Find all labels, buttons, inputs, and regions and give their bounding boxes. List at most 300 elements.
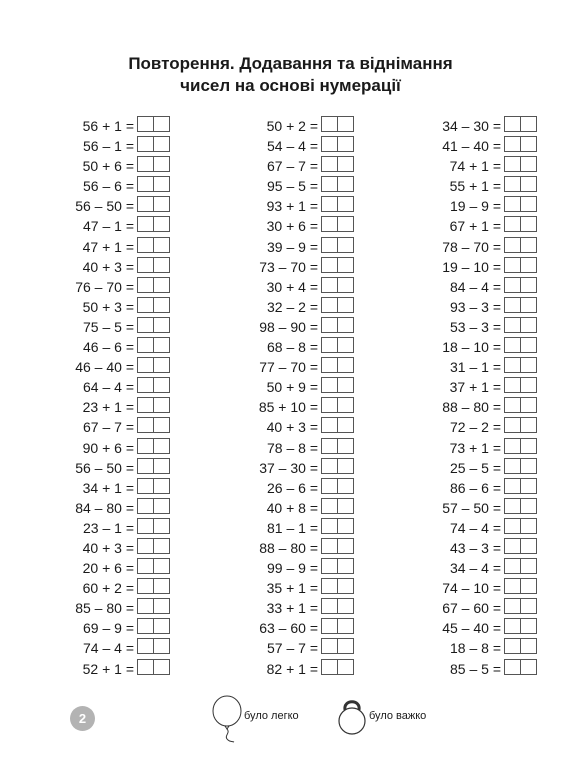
answer-box[interactable]	[137, 578, 170, 594]
answer-cell-tens[interactable]	[138, 217, 153, 231]
answer-cell-tens[interactable]	[505, 418, 520, 432]
answer-box[interactable]	[504, 417, 537, 433]
answer-box[interactable]	[504, 478, 537, 494]
answer-box[interactable]	[137, 659, 170, 675]
answer-cell-tens[interactable]	[505, 559, 520, 573]
answer-cell-tens[interactable]	[138, 519, 153, 533]
answer-cell-ones[interactable]	[520, 599, 536, 613]
answer-box[interactable]	[321, 357, 354, 373]
answer-cell-ones[interactable]	[337, 639, 353, 653]
balloon-icon	[210, 694, 244, 744]
answer-cell-ones[interactable]	[520, 177, 536, 191]
exercise-expression: 77 – 70 =	[259, 359, 318, 376]
answer-box[interactable]	[137, 156, 170, 172]
answer-cell-tens[interactable]	[138, 459, 153, 473]
answer-cell-ones[interactable]	[337, 358, 353, 372]
answer-cell-ones[interactable]	[153, 418, 169, 432]
answer-cell-ones[interactable]	[337, 459, 353, 473]
answer-cell-tens[interactable]	[322, 197, 337, 211]
answer-cell-ones[interactable]	[153, 157, 169, 171]
answer-box[interactable]	[504, 176, 537, 192]
answer-cell-tens[interactable]	[505, 579, 520, 593]
answer-box[interactable]	[504, 598, 537, 614]
exercise-expression: 56 – 50 =	[75, 459, 134, 476]
exercise-expression: 50 + 9 =	[266, 379, 318, 396]
answer-cell-ones[interactable]	[520, 258, 536, 272]
answer-cell-tens[interactable]	[322, 559, 337, 573]
answer-cell-tens[interactable]	[322, 639, 337, 653]
answer-cell-ones[interactable]	[153, 338, 169, 352]
answer-box[interactable]	[137, 498, 170, 514]
answer-box[interactable]	[321, 297, 354, 313]
answer-cell-ones[interactable]	[153, 298, 169, 312]
exercise-expression: 88 – 80 =	[259, 539, 318, 556]
answer-cell-ones[interactable]	[520, 318, 536, 332]
answer-cell-ones[interactable]	[520, 157, 536, 171]
exercise-expression: 88 – 80 =	[442, 399, 501, 416]
answer-box[interactable]	[321, 156, 354, 172]
exercise-expression: 46 – 6 =	[83, 339, 134, 356]
answer-cell-tens[interactable]	[505, 177, 520, 191]
answer-box[interactable]	[504, 156, 537, 172]
answer-cell-ones[interactable]	[337, 278, 353, 292]
answer-cell-ones[interactable]	[153, 439, 169, 453]
exercise-expression: 67 – 7 =	[83, 419, 134, 436]
answer-box[interactable]	[321, 518, 354, 534]
answer-cell-ones[interactable]	[153, 398, 169, 412]
answer-box[interactable]	[137, 478, 170, 494]
answer-cell-tens[interactable]	[322, 619, 337, 633]
answer-cell-tens[interactable]	[322, 599, 337, 613]
answer-cell-ones[interactable]	[337, 398, 353, 412]
answer-box[interactable]	[504, 317, 537, 333]
exercise-expression: 40 + 3 =	[82, 539, 134, 556]
answer-cell-ones[interactable]	[153, 499, 169, 513]
answer-box[interactable]	[321, 417, 354, 433]
answer-cell-tens[interactable]	[322, 137, 337, 151]
exercise-expression: 78 – 70 =	[442, 238, 501, 255]
answer-cell-tens[interactable]	[138, 338, 153, 352]
answer-cell-ones[interactable]	[520, 378, 536, 392]
answer-box[interactable]	[137, 277, 170, 293]
answer-cell-tens[interactable]	[505, 398, 520, 412]
answer-cell-ones[interactable]	[520, 499, 536, 513]
answer-cell-ones[interactable]	[337, 197, 353, 211]
answer-cell-ones[interactable]	[337, 157, 353, 171]
answer-box[interactable]	[504, 458, 537, 474]
answer-cell-tens[interactable]	[505, 519, 520, 533]
answer-cell-tens[interactable]	[138, 439, 153, 453]
exercise-expression: 84 – 4 =	[450, 278, 501, 295]
answer-cell-ones[interactable]	[337, 418, 353, 432]
answer-cell-ones[interactable]	[153, 660, 169, 674]
answer-box[interactable]	[137, 458, 170, 474]
exercise-expression: 67 – 60 =	[442, 600, 501, 617]
answer-cell-tens[interactable]	[138, 418, 153, 432]
answer-box[interactable]	[321, 618, 354, 634]
answer-cell-tens[interactable]	[322, 318, 337, 332]
answer-box[interactable]	[504, 397, 537, 413]
answer-cell-ones[interactable]	[153, 217, 169, 231]
answer-cell-tens[interactable]	[138, 660, 153, 674]
answer-box[interactable]	[137, 438, 170, 454]
answer-cell-ones[interactable]	[153, 117, 169, 131]
answer-box[interactable]	[137, 618, 170, 634]
answer-cell-tens[interactable]	[505, 358, 520, 372]
answer-box[interactable]	[137, 337, 170, 353]
answer-cell-tens[interactable]	[505, 499, 520, 513]
answer-box[interactable]	[321, 659, 354, 675]
answer-cell-ones[interactable]	[520, 459, 536, 473]
answer-cell-tens[interactable]	[505, 137, 520, 151]
answer-cell-ones[interactable]	[337, 479, 353, 493]
answer-box[interactable]	[137, 377, 170, 393]
exercise-expression: 19 – 9 =	[450, 198, 501, 215]
answer-cell-tens[interactable]	[138, 499, 153, 513]
answer-box[interactable]	[504, 337, 537, 353]
answer-cell-ones[interactable]	[153, 599, 169, 613]
answer-box[interactable]	[504, 196, 537, 212]
answer-cell-ones[interactable]	[520, 418, 536, 432]
answer-box[interactable]	[504, 578, 537, 594]
answer-cell-tens[interactable]	[505, 539, 520, 553]
answer-cell-ones[interactable]	[337, 599, 353, 613]
answer-cell-tens[interactable]	[138, 318, 153, 332]
answer-box[interactable]	[504, 538, 537, 554]
answer-cell-ones[interactable]	[337, 117, 353, 131]
exercise-expression: 18 – 10 =	[442, 339, 501, 356]
kettlebell-icon	[335, 696, 369, 738]
answer-box[interactable]	[504, 116, 537, 132]
answer-cell-tens[interactable]	[322, 418, 337, 432]
legend-easy-label: було легко	[244, 710, 299, 722]
answer-cell-tens[interactable]	[322, 479, 337, 493]
answer-cell-ones[interactable]	[153, 378, 169, 392]
answer-box[interactable]	[321, 317, 354, 333]
exercise-expression: 90 + 6 =	[82, 439, 134, 456]
answer-box[interactable]	[321, 377, 354, 393]
answer-cell-ones[interactable]	[520, 479, 536, 493]
answer-box[interactable]	[321, 116, 354, 132]
answer-cell-ones[interactable]	[153, 479, 169, 493]
answer-cell-tens[interactable]	[505, 298, 520, 312]
answer-box[interactable]	[321, 176, 354, 192]
answer-cell-ones[interactable]	[153, 559, 169, 573]
answer-cell-tens[interactable]	[322, 660, 337, 674]
answer-cell-tens[interactable]	[505, 660, 520, 674]
answer-box[interactable]	[321, 136, 354, 152]
answer-cell-ones[interactable]	[520, 539, 536, 553]
answer-box[interactable]	[504, 498, 537, 514]
answer-cell-ones[interactable]	[520, 238, 536, 252]
answer-cell-ones[interactable]	[153, 318, 169, 332]
answer-box[interactable]	[504, 558, 537, 574]
answer-cell-ones[interactable]	[153, 278, 169, 292]
answer-box[interactable]	[504, 618, 537, 634]
answer-cell-tens[interactable]	[505, 639, 520, 653]
answer-box[interactable]	[504, 136, 537, 152]
answer-box[interactable]	[504, 257, 537, 273]
answer-cell-ones[interactable]	[520, 619, 536, 633]
answer-cell-ones[interactable]	[153, 137, 169, 151]
answer-cell-tens[interactable]	[138, 278, 153, 292]
answer-cell-tens[interactable]	[138, 197, 153, 211]
answer-cell-tens[interactable]	[322, 338, 337, 352]
exercise-expression: 41 – 40 =	[442, 138, 501, 155]
exercise-expression: 86 – 6 =	[450, 479, 501, 496]
answer-box[interactable]	[504, 216, 537, 232]
answer-box[interactable]	[137, 196, 170, 212]
answer-box[interactable]	[321, 598, 354, 614]
answer-cell-ones[interactable]	[337, 298, 353, 312]
answer-box[interactable]	[321, 558, 354, 574]
answer-cell-tens[interactable]	[322, 157, 337, 171]
exercise-expression: 73 + 1 =	[449, 439, 501, 456]
answer-cell-ones[interactable]	[337, 338, 353, 352]
exercise-expression: 23 + 1 =	[82, 399, 134, 416]
answer-cell-ones[interactable]	[337, 439, 353, 453]
answer-cell-tens[interactable]	[505, 157, 520, 171]
answer-cell-ones[interactable]	[520, 398, 536, 412]
answer-cell-tens[interactable]	[322, 238, 337, 252]
answer-box[interactable]	[137, 216, 170, 232]
answer-cell-ones[interactable]	[337, 619, 353, 633]
answer-box[interactable]	[321, 478, 354, 494]
answer-box[interactable]	[137, 297, 170, 313]
exercise-expression: 25 – 5 =	[450, 459, 501, 476]
answer-cell-ones[interactable]	[520, 639, 536, 653]
exercise-expression: 20 + 6 =	[82, 560, 134, 577]
answer-box[interactable]	[321, 578, 354, 594]
answer-cell-tens[interactable]	[505, 599, 520, 613]
answer-cell-tens[interactable]	[322, 378, 337, 392]
answer-cell-ones[interactable]	[153, 177, 169, 191]
answer-box[interactable]	[321, 237, 354, 253]
answer-cell-tens[interactable]	[138, 619, 153, 633]
answer-cell-tens[interactable]	[505, 378, 520, 392]
answer-cell-ones[interactable]	[337, 579, 353, 593]
exercise-expression: 93 + 1 =	[266, 198, 318, 215]
answer-box[interactable]	[321, 498, 354, 514]
answer-cell-tens[interactable]	[505, 117, 520, 131]
answer-box[interactable]	[504, 518, 537, 534]
answer-box[interactable]	[504, 438, 537, 454]
exercise-expression: 40 + 8 =	[266, 499, 318, 516]
answer-box[interactable]	[137, 518, 170, 534]
answer-cell-tens[interactable]	[138, 479, 153, 493]
answer-cell-tens[interactable]	[322, 579, 337, 593]
answer-box[interactable]	[137, 116, 170, 132]
answer-box[interactable]	[321, 216, 354, 232]
exercise-expression: 50 + 2 =	[266, 118, 318, 134]
answer-cell-ones[interactable]	[153, 238, 169, 252]
answer-box[interactable]	[504, 638, 537, 654]
answer-box[interactable]	[321, 257, 354, 273]
answer-cell-ones[interactable]	[153, 197, 169, 211]
answer-box[interactable]	[137, 638, 170, 654]
answer-cell-tens[interactable]	[505, 318, 520, 332]
answer-cell-tens[interactable]	[505, 619, 520, 633]
answer-box[interactable]	[504, 277, 537, 293]
answer-cell-ones[interactable]	[337, 519, 353, 533]
page-title-line-2: чисел на основі нумерації	[180, 76, 401, 95]
answer-box[interactable]	[321, 438, 354, 454]
page-title-line-1: Повторення. Додавання та віднімання	[128, 54, 453, 73]
answer-cell-ones[interactable]	[153, 619, 169, 633]
answer-cell-ones[interactable]	[520, 197, 536, 211]
answer-cell-ones[interactable]	[520, 358, 536, 372]
answer-cell-ones[interactable]	[153, 539, 169, 553]
answer-cell-tens[interactable]	[138, 157, 153, 171]
exercise-expression: 46 – 40 =	[75, 359, 134, 376]
answer-box[interactable]	[504, 377, 537, 393]
answer-cell-tens[interactable]	[138, 539, 153, 553]
answer-cell-ones[interactable]	[337, 258, 353, 272]
answer-box[interactable]	[137, 357, 170, 373]
answer-box[interactable]	[137, 417, 170, 433]
exercise-expression: 81 – 1 =	[267, 519, 318, 536]
answer-cell-tens[interactable]	[138, 137, 153, 151]
exercise-expression: 69 – 9 =	[83, 620, 134, 637]
answer-cell-tens[interactable]	[322, 519, 337, 533]
answer-cell-ones[interactable]	[520, 519, 536, 533]
answer-cell-ones[interactable]	[337, 318, 353, 332]
answer-cell-tens[interactable]	[322, 398, 337, 412]
answer-cell-ones[interactable]	[153, 519, 169, 533]
answer-cell-ones[interactable]	[337, 660, 353, 674]
answer-box[interactable]	[137, 317, 170, 333]
answer-cell-ones[interactable]	[337, 378, 353, 392]
answer-cell-tens[interactable]	[138, 298, 153, 312]
exercise-expression: 50 + 6 =	[82, 158, 134, 175]
answer-cell-tens[interactable]	[322, 177, 337, 191]
answer-cell-tens[interactable]	[322, 459, 337, 473]
answer-cell-tens[interactable]	[322, 539, 337, 553]
answer-cell-tens[interactable]	[138, 238, 153, 252]
answer-cell-ones[interactable]	[337, 499, 353, 513]
answer-box[interactable]	[504, 357, 537, 373]
answer-cell-ones[interactable]	[520, 298, 536, 312]
exercise-expression: 67 – 7 =	[267, 158, 318, 175]
answer-cell-tens[interactable]	[505, 278, 520, 292]
exercise-expression: 34 – 30 =	[442, 118, 501, 134]
answer-box[interactable]	[321, 638, 354, 654]
exercise-expression: 93 – 3 =	[450, 298, 501, 315]
answer-box[interactable]	[137, 136, 170, 152]
exercise-expression: 43 – 3 =	[450, 539, 501, 556]
answer-cell-ones[interactable]	[337, 238, 353, 252]
answer-cell-ones[interactable]	[520, 559, 536, 573]
answer-cell-ones[interactable]	[520, 338, 536, 352]
exercise-expression: 74 – 4 =	[83, 640, 134, 657]
answer-cell-ones[interactable]	[153, 459, 169, 473]
answer-cell-tens[interactable]	[322, 217, 337, 231]
answer-cell-tens[interactable]	[138, 117, 153, 131]
answer-box[interactable]	[321, 196, 354, 212]
answer-cell-ones[interactable]	[337, 539, 353, 553]
answer-cell-tens[interactable]	[138, 599, 153, 613]
answer-cell-tens[interactable]	[505, 238, 520, 252]
answer-box[interactable]	[321, 277, 354, 293]
exercise-expression: 68 – 8 =	[267, 339, 318, 356]
answer-cell-ones[interactable]	[153, 639, 169, 653]
answer-cell-ones[interactable]	[153, 579, 169, 593]
answer-box[interactable]	[321, 538, 354, 554]
answer-cell-tens[interactable]	[322, 439, 337, 453]
page-number-badge: 2	[70, 706, 95, 731]
answer-cell-tens[interactable]	[505, 459, 520, 473]
answer-cell-tens[interactable]	[322, 298, 337, 312]
exercise-expression: 52 + 1 =	[82, 660, 134, 677]
answer-box[interactable]	[137, 397, 170, 413]
answer-box[interactable]	[504, 297, 537, 313]
answer-box[interactable]	[137, 176, 170, 192]
answer-box[interactable]	[137, 558, 170, 574]
answer-cell-tens[interactable]	[505, 217, 520, 231]
answer-box[interactable]	[504, 237, 537, 253]
exercise-expression: 31 – 1 =	[450, 359, 501, 376]
answer-cell-ones[interactable]	[520, 439, 536, 453]
answer-box[interactable]	[321, 337, 354, 353]
answer-box[interactable]	[321, 458, 354, 474]
answer-cell-ones[interactable]	[520, 660, 536, 674]
answer-cell-ones[interactable]	[520, 117, 536, 131]
answer-cell-ones[interactable]	[153, 358, 169, 372]
answer-cell-tens[interactable]	[505, 439, 520, 453]
answer-box[interactable]	[137, 598, 170, 614]
answer-cell-tens[interactable]	[322, 278, 337, 292]
exercise-expression: 63 – 60 =	[259, 620, 318, 637]
answer-cell-tens[interactable]	[138, 559, 153, 573]
answer-cell-tens[interactable]	[138, 398, 153, 412]
answer-box[interactable]	[137, 257, 170, 273]
answer-cell-ones[interactable]	[520, 217, 536, 231]
answer-cell-tens[interactable]	[138, 639, 153, 653]
answer-cell-tens[interactable]	[505, 479, 520, 493]
answer-cell-ones[interactable]	[520, 278, 536, 292]
answer-cell-tens[interactable]	[505, 258, 520, 272]
exercise-expression: 74 – 10 =	[442, 580, 501, 597]
legend-hard-label: було важко	[369, 710, 427, 722]
answer-cell-tens[interactable]	[322, 499, 337, 513]
exercise-expression: 34 – 4 =	[450, 560, 501, 577]
answer-cell-tens[interactable]	[138, 177, 153, 191]
answer-cell-tens[interactable]	[138, 378, 153, 392]
answer-cell-ones[interactable]	[337, 559, 353, 573]
answer-cell-tens[interactable]	[138, 258, 153, 272]
answer-cell-tens[interactable]	[505, 197, 520, 211]
answer-cell-ones[interactable]	[337, 217, 353, 231]
exercise-expression: 23 – 1 =	[83, 519, 134, 536]
answer-box[interactable]	[137, 538, 170, 554]
answer-cell-tens[interactable]	[138, 358, 153, 372]
answer-cell-ones[interactable]	[520, 137, 536, 151]
answer-box[interactable]	[137, 237, 170, 253]
answer-cell-tens[interactable]	[322, 117, 337, 131]
answer-cell-tens[interactable]	[505, 338, 520, 352]
exercise-expression: 76 – 70 =	[75, 278, 134, 295]
answer-box[interactable]	[504, 659, 537, 675]
answer-cell-tens[interactable]	[138, 579, 153, 593]
answer-box[interactable]	[321, 397, 354, 413]
exercise-expression: 85 – 80 =	[75, 600, 134, 617]
answer-cell-ones[interactable]	[153, 258, 169, 272]
answer-cell-tens[interactable]	[322, 258, 337, 272]
answer-cell-ones[interactable]	[520, 579, 536, 593]
answer-cell-ones[interactable]	[337, 137, 353, 151]
answer-cell-ones[interactable]	[337, 177, 353, 191]
answer-cell-tens[interactable]	[322, 358, 337, 372]
